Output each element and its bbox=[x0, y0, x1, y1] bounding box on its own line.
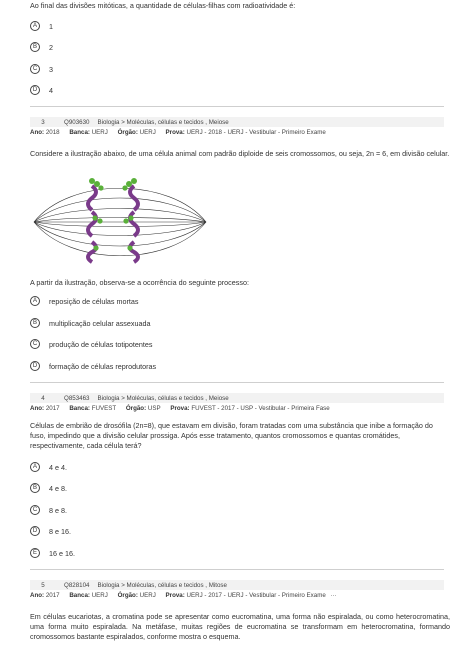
chromosome bbox=[88, 242, 99, 262]
question-subject[interactable]: Biologia > Moléculas, células e tecidos , Mitose bbox=[97, 581, 227, 589]
q4-option-b[interactable] bbox=[30, 482, 67, 494]
q2-intro: Ao final das divisões mitóticas, a quantidade de células-filhas com radioatividade é: bbox=[30, 1, 296, 10]
divider bbox=[30, 382, 444, 383]
divider bbox=[30, 106, 444, 107]
question-subject[interactable]: Biologia > Moléculas, células e tecidos , Meiose bbox=[97, 118, 229, 126]
option-text: 4 e 4. bbox=[49, 462, 67, 472]
option-text: reposição de células mortas bbox=[49, 296, 139, 306]
spindle-fibers bbox=[34, 188, 206, 256]
question-code[interactable]: Q903630 bbox=[64, 118, 90, 126]
option-letter: B bbox=[30, 42, 40, 52]
option-letter: A bbox=[30, 296, 40, 306]
q5-header bbox=[30, 580, 444, 590]
question-number: 3 bbox=[41, 118, 45, 126]
option-letter: C bbox=[30, 339, 40, 349]
question-code[interactable]: Q828104 bbox=[64, 581, 90, 589]
q4-option-a[interactable] bbox=[30, 461, 67, 473]
option-letter: D bbox=[30, 361, 40, 371]
option-text: 4 e 8. bbox=[49, 483, 67, 493]
option-text: produção de células totipotentes bbox=[49, 339, 153, 349]
option-text: formação de células reprodutoras bbox=[49, 361, 157, 371]
option-letter: D bbox=[30, 526, 40, 536]
divider bbox=[30, 569, 444, 570]
q4-option-d[interactable] bbox=[30, 525, 71, 537]
q3-option-d[interactable] bbox=[30, 360, 156, 372]
chromosome bbox=[88, 178, 104, 210]
q3-prompt: A partir da ilustração, observa-se a ocorrência do seguinte processo: bbox=[30, 278, 249, 287]
option-letter: B bbox=[30, 483, 40, 493]
option-text: 16 e 16. bbox=[49, 548, 75, 558]
q4-meta: Ano: 2017 Banca: FUVEST Órgão: USP Prova: FUVEST - 2017 - USP - Vestibular - Primeira Fase bbox=[30, 405, 330, 412]
more-icon[interactable]: ··· bbox=[330, 592, 337, 599]
q3-option-c[interactable] bbox=[30, 338, 153, 350]
option-letter: B bbox=[30, 318, 40, 328]
q2-option-b[interactable] bbox=[30, 41, 53, 53]
q3-header bbox=[30, 117, 444, 127]
option-letter: A bbox=[30, 21, 40, 31]
chromosome-group-right bbox=[122, 178, 138, 262]
option-text: 8 e 16. bbox=[49, 526, 71, 536]
q3-option-b[interactable] bbox=[30, 317, 150, 329]
question-code[interactable]: Q853463 bbox=[64, 394, 90, 402]
chromosome bbox=[88, 212, 103, 236]
option-text: multiplicação celular assexuada bbox=[49, 318, 151, 328]
q3-statement: Considere a ilustração abaixo, de uma célula animal com padrão diploide de seis cromossomos, ou seja, 2n = 6, em divisão celular. bbox=[30, 149, 450, 158]
q5-meta: Ano: 2017 Banca: UERJ Órgão: UERJ Prova: UERJ - 2017 - UERJ - Vestibular - Primeiro Exame ··· bbox=[30, 592, 337, 599]
option-text: 4 bbox=[49, 85, 53, 95]
q5-statement: Em células eucariotas, a cromatina pode se apresentar como eucromatina, uma forma não espiralada, ou como heterocromatina, uma forma muito espiralada. Na metáfase, muitas regiões de eucromatina se transformam em heterocromatina, formando cromossomos bastante espiralados, conforme mostra o esquema. bbox=[30, 612, 450, 641]
chromosome bbox=[122, 178, 138, 210]
q3-meta: Ano: 2018 Banca: UERJ Órgão: UERJ Prova: UERJ - 2018 - UERJ - Vestibular - Primeiro Exame bbox=[30, 129, 326, 136]
option-letter: A bbox=[30, 462, 40, 472]
cell-division-illustration bbox=[30, 172, 210, 272]
option-text: 3 bbox=[49, 64, 53, 74]
question-number: 4 bbox=[41, 394, 45, 402]
option-letter: E bbox=[30, 548, 40, 558]
chromosome bbox=[127, 242, 138, 262]
chromosome-group-left bbox=[88, 178, 104, 262]
question-subject[interactable]: Biologia > Moléculas, células e tecidos , Meiose bbox=[97, 394, 229, 402]
q4-option-e[interactable] bbox=[30, 547, 75, 559]
q3-option-a[interactable] bbox=[30, 295, 139, 307]
q2-option-c[interactable] bbox=[30, 63, 53, 75]
option-letter: C bbox=[30, 505, 40, 515]
q4-statement: Células de embrião de drosófila (2n=8), que estavam em divisão, foram tratadas com uma substância que inibe a formação do fuso, impedindo que a divisão celular prossiga. Após esse tratamento, quantos cromossomos e quantas cromátides, respectivamente, cada célula terá? bbox=[30, 421, 433, 450]
q2-option-d[interactable] bbox=[30, 84, 53, 96]
q4-header bbox=[30, 393, 444, 403]
option-letter: C bbox=[30, 64, 40, 74]
q2-option-a[interactable] bbox=[30, 20, 53, 32]
option-text: 1 bbox=[49, 21, 53, 31]
option-text: 8 e 8. bbox=[49, 505, 67, 515]
option-text: 2 bbox=[49, 42, 53, 52]
chromosome bbox=[123, 212, 138, 236]
option-letter: D bbox=[30, 85, 40, 95]
question-number: 5 bbox=[41, 581, 45, 589]
q4-option-c[interactable] bbox=[30, 504, 67, 516]
